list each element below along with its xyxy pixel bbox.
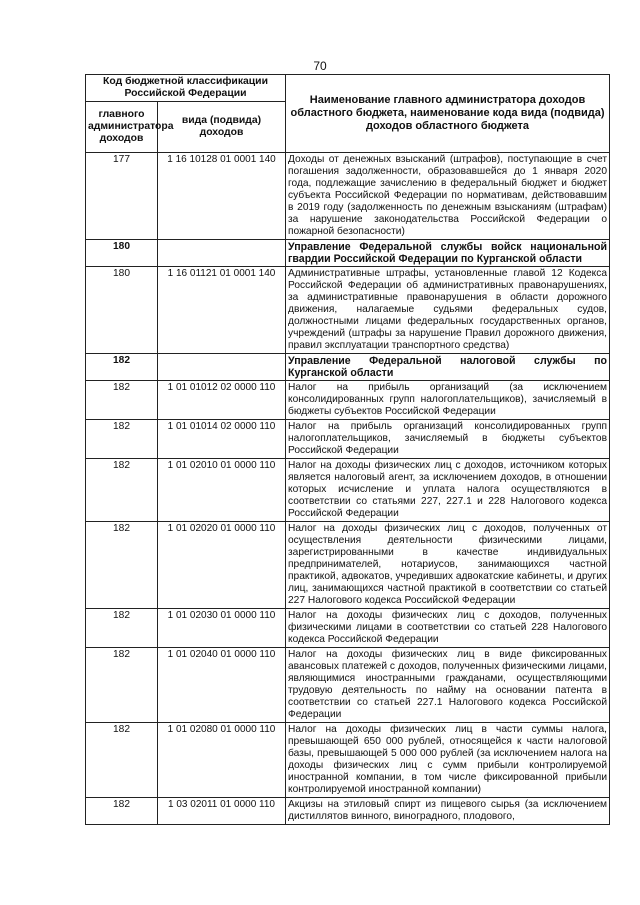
table-row xyxy=(86,267,610,354)
table-row xyxy=(86,522,610,609)
income-code-cell: 1 01 01014 02 0000 110 xyxy=(158,420,286,459)
table-row xyxy=(86,723,610,798)
page-number: 70 xyxy=(313,59,327,73)
header-group-title: Код бюджетной классификации Российской Федерации xyxy=(86,75,286,102)
income-code-cell xyxy=(158,354,286,381)
admin-code-cell: 182 xyxy=(86,381,158,420)
header-col-name: Наименование главного администратора доходов областного бюджета, наименование кода вида (подвида) доходов областного бюджета xyxy=(286,75,610,153)
table-row xyxy=(86,798,610,825)
income-name-cell: Акцизы на этиловый спирт из пищевого сырья (за исключением дистиллятов винного, виноградного, плодового, xyxy=(286,798,610,825)
admin-code-cell: 182 xyxy=(86,648,158,723)
income-name-cell: Налог на доходы физических лиц в виде фиксированных авансовых платежей с доходов, полученных физическими лицами, являющимися иностранными гражданами, осуществляющими трудовую деятельность по найму на основании патента в соответствии со статьей 227.1 Налогового кодекса Российской Федерации xyxy=(286,648,610,723)
income-code-cell: 1 03 02011 01 0000 110 xyxy=(158,798,286,825)
admin-code-cell: 180 xyxy=(86,267,158,354)
header-col-code: вида (подвида) доходов xyxy=(158,102,286,153)
income-name-cell: Налог на прибыль организаций (за исключением консолидированных групп налогоплательщиков), зачисляемый в бюджеты субъектов Российской Федерации xyxy=(286,381,610,420)
income-code-cell: 1 16 10128 01 0001 140 xyxy=(158,153,286,240)
table-row xyxy=(86,420,610,459)
income-name-cell: Налог на доходы физических лиц с доходов, полученных от осуществления деятельности физическими лицами, зарегистрированными в качестве индивидуальных предпринимателей, нотариусов, занимающихся частной практикой, адвокатов, учредивших адвокатские кабинеты, и других лиц, занимающихся частной практикой в соответствии со статьей 227 Налогового кодекса Российской Федерации xyxy=(286,522,610,609)
income-name-cell: Налог на доходы физических лиц в части суммы налога, превышающей 650 000 рублей, относящейся к части налоговой базы, превышающей 5 000 000 рублей (за исключением налога на доходы физических лиц с сумм прибыли контролируемой иностранной компании, в том числе фиксированной прибыли контролируемой иностранной компании) xyxy=(286,723,610,798)
income-code-cell xyxy=(158,240,286,267)
income-code-cell: 1 01 02020 01 0000 110 xyxy=(158,522,286,609)
income-name-cell: Доходы от денежных взысканий (штрафов), поступающие в счет погашения задолженности, образовавшейся до 1 января 2020 года, подлежащие зачислению в федеральный бюджет и бюджет субъекта Российской Федерации по нормативам, действовавшим в 2019 году (задолженность по денежным взысканиям (штрафам) за нарушение законодательства Российской Федерации о пожарной безопасности) xyxy=(286,153,610,240)
section-row xyxy=(86,354,610,381)
table-row xyxy=(86,459,610,522)
table-row xyxy=(86,381,610,420)
income-name-cell: Административные штрафы, установленные главой 12 Кодекса Российской Федерации об административных правонарушениях, за административные правонарушения в области дорожного движения, налагаемые судьями федеральных судов, должностными лицами федеральных государственных органов, учреждений (штрафы за нарушение Правил дорожного движения, правил эксплуатации транспортного средства) xyxy=(286,267,610,354)
admin-code-cell: 182 xyxy=(86,723,158,798)
income-name-cell: Налог на прибыль организаций консолидированных групп налогоплательщиков, зачисляемый в бюджеты субъектов Российской Федерации xyxy=(286,420,610,459)
income-code-cell: 1 01 02030 01 0000 110 xyxy=(158,609,286,648)
income-name-cell: Налог на доходы физических лиц с доходов, полученных физическими лицами в соответствии со статьей 228 Налогового кодекса Российской Федерации xyxy=(286,609,610,648)
section-row xyxy=(86,240,610,267)
income-code-cell: 1 01 02040 01 0000 110 xyxy=(158,648,286,723)
income-name-cell: Управление Федеральной налоговой службы по Курганской области xyxy=(286,354,610,381)
income-name-cell: Налог на доходы физических лиц с доходов, источником которых является налоговый агент, за исключением доходов, в отношении которых исчисление и уплата налога осуществляются в соответствии со статьями 227, 227.1 и 228 Налогового кодекса Российской Федерации xyxy=(286,459,610,522)
income-code-cell: 1 01 02080 01 0000 110 xyxy=(158,723,286,798)
budget-classification-table xyxy=(85,74,610,825)
admin-code-cell: 182 xyxy=(86,522,158,609)
table-row xyxy=(86,153,610,240)
admin-code-cell: 182 xyxy=(86,609,158,648)
income-code-cell: 1 01 02010 01 0000 110 xyxy=(158,459,286,522)
admin-code-cell: 182 xyxy=(86,459,158,522)
table-row xyxy=(86,648,610,723)
admin-code-cell: 180 xyxy=(86,240,158,267)
admin-code-cell: 182 xyxy=(86,354,158,381)
table-row xyxy=(86,609,610,648)
income-code-cell: 1 16 01121 01 0001 140 xyxy=(158,267,286,354)
income-name-cell: Управление Федеральной службы войск национальной гвардии Российской Федерации по Курганской области xyxy=(286,240,610,267)
admin-code-cell: 177 xyxy=(86,153,158,240)
admin-code-cell: 182 xyxy=(86,798,158,825)
header-col-admin: главного администратора доходов xyxy=(86,102,158,153)
income-code-cell: 1 01 01012 02 0000 110 xyxy=(158,381,286,420)
admin-code-cell: 182 xyxy=(86,420,158,459)
table-body xyxy=(86,153,610,825)
